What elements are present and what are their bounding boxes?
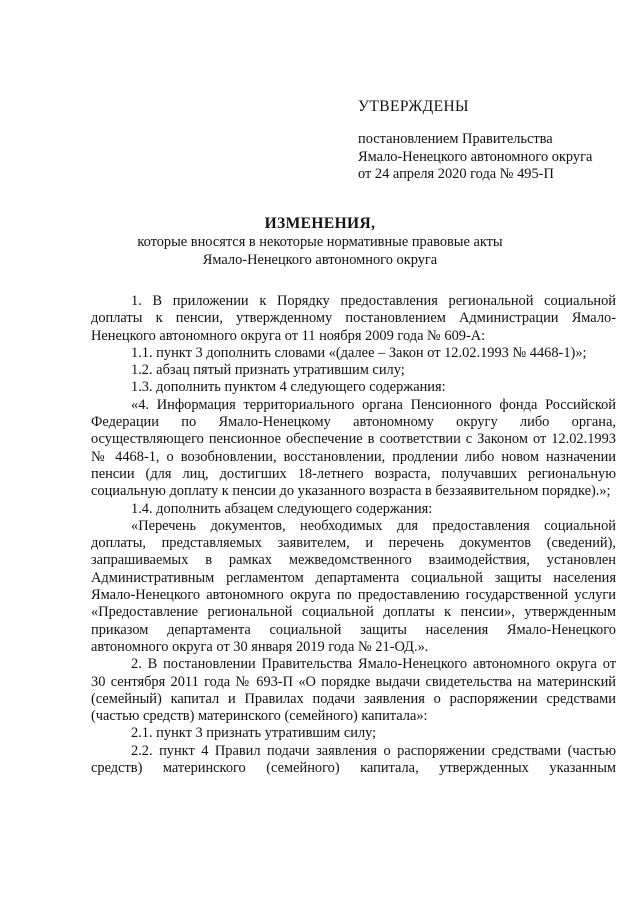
paragraph-quote-list: «Перечень документов, необходимых для предоставления социальной доплаты, представляемых заявителем, и перечень документов (сведений), запрашиваемых в рамках межведомственного взаимодействия, установлен Административным регламентом департамента социальной защиты населения Ямало-Ненецкого автономного округа по предоставлению государственной услуги «Предоставление региональной социальной доплаты к пенсии», утвержденным приказом департамента социальной защиты населения Ямало-Ненецкого автономного округа от 30 января 2019 года № 21-ОД.». [91,517,616,655]
title-subtitle-1: которые вносятся в некоторые нормативные правовые акты [137,234,503,250]
approval-line-2: Ямало-Ненецкого автономного округа [358,148,593,165]
paragraph-2: 2. В постановлении Правительства Ямало-Ненецкого автономного округа от 30 сентября 2011 года № 693-П «О порядке выдачи свидетельства на материнский (семейный) капитал и Правилах подачи заявления о распоряжении средствами (частью средств) материнского (семейного) капитала»: [91,656,616,725]
paragraph-1-1: 1.1. пункт 3 дополнить словами «(далее – Закон от 12.02.1993 № 4468-1)»; [131,344,587,361]
paragraph-1-2: 1.2. абзац пятый признать утратившим силу; [131,362,405,379]
paragraph-1: 1. В приложении к Порядку предоставления региональной социальной доплаты к пенсии, утвержденному постановлением Администрации Ямало-Ненецкого автономного округа от 11 ноября 2009 года № 609-А: [91,293,616,344]
document-title [100,214,540,269]
paragraph-1-3: 1.3. дополнить пунктом 4 следующего содержания: [131,379,446,396]
approval-line-1: постановлением Правительства [358,131,553,148]
approval-line-3: от 24 апреля 2020 года № 495-П [358,165,554,182]
paragraph-2-1: 2.1. пункт 3 признать утратившим силу; [131,725,377,742]
approval-stamp [358,98,628,183]
paragraph-quote-4: «4. Информация территориального органа Пенсионного фонда Российской Федерации по Ямало-Ненецкому автономному округу либо органа, осуществляющего пенсионное обеспечение в соответствии с Законом от 12.02.1993 № 4468-1, о возобновлении, восстановлении, продлении либо новом назначении пенсии (для лиц, достигших 18-летнего возраста, получавших региональную социальную доплату к пенсии до указанного возраста в беззаявительном порядке).»; [91,396,616,500]
title-subtitle-2: Ямало-Ненецкого автономного округа [202,251,438,268]
title-main: ИЗМЕНЕНИЯ, [264,215,376,232]
document-body [91,293,616,777]
approval-heading: УТВЕРЖДЕНЫ [358,98,469,115]
paragraph-1-4: 1.4. дополнить абзацем следующего содержания: [131,500,433,517]
paragraph-2-2: 2.2. пункт 4 Правил подачи заявления о распоряжении средствами (частью средств) материнского (семейного) капитала, утвержденных указанным [91,742,616,777]
